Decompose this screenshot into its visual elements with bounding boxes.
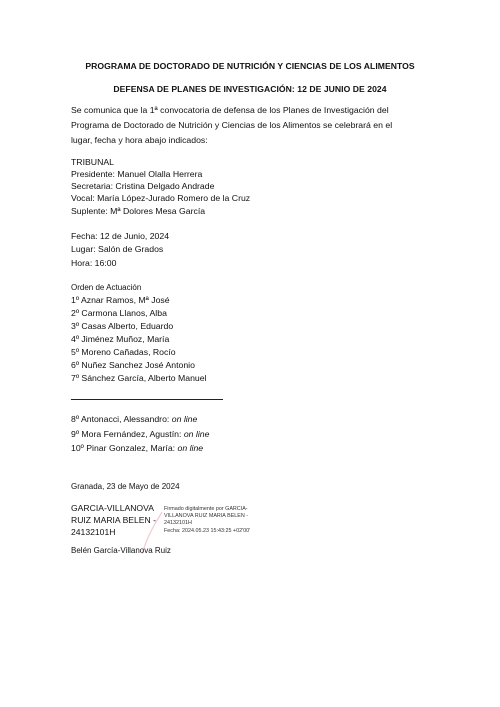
- online-candidate-item: [71, 443, 203, 453]
- online-label: on line: [183, 429, 210, 439]
- date-detail: Fecha: 12 de Junio, 2024: [71, 231, 170, 241]
- digital-signature-text: VILLANOVA RUIZ MARIA BELEN -: [164, 513, 249, 519]
- online-label: on line: [177, 443, 204, 453]
- intro-line: lugar, fecha y hora abajo indicados:: [71, 135, 208, 145]
- tribunal-member: Presidente: Manuel Olalla Herrera: [71, 169, 203, 179]
- intro-line: Programa de Doctorado de Nutrición y Ciencias de los Alimentos se celebrará en el: [71, 120, 393, 130]
- signer-block-line: RUIZ MARIA BELEN -: [71, 515, 156, 525]
- candidate-item: 1º Aznar Ramos, Mª José: [71, 295, 170, 305]
- separator-rule: [71, 399, 223, 400]
- candidate-name: 9º Mora Fernández, Agustín:: [71, 429, 182, 439]
- candidate-item: 4º Jiménez Muñoz, María: [71, 334, 170, 344]
- signer-block-line: 24132101H: [71, 527, 116, 537]
- online-candidate-item: [71, 414, 197, 424]
- candidate-name: 10º Pinar Gonzalez, María:: [71, 443, 176, 453]
- separator-underscore: __: [71, 390, 81, 400]
- signer-block-line: GARCIA-VILLANOVA: [71, 503, 154, 513]
- candidate-item: 7º Sánchez García, Alberto Manuel: [71, 373, 207, 383]
- candidate-item: 6º Nuñez Sanchez José Antonio: [71, 360, 195, 370]
- defense-date-title: DEFENSA DE PLANES DE INVESTIGACIÓN: 12 DE JUNIO DE 2024: [113, 84, 387, 94]
- candidate-item: 2º Carmona Llanos, Alba: [71, 308, 167, 318]
- candidate-item: 5º Moreno Cañadas, Rocío: [71, 347, 176, 357]
- signer-name: Belén García-Villanova Ruiz: [71, 546, 171, 555]
- digital-signature-text: Firmado digitalmente por GARCIA-: [164, 506, 248, 512]
- tribunal-member: Secretaria: Cristina Delgado Andrade: [71, 181, 215, 191]
- intro-line: Se comunica que la 1ª convocatoria de defensa de los Planes de Investigación del: [71, 105, 389, 115]
- time-detail: Hora: 16:00: [71, 258, 117, 268]
- tribunal-member: Suplente: Mª Dolores Mesa García: [71, 206, 206, 216]
- place-detail: Lugar: Salón de Grados: [71, 244, 164, 254]
- place-date-closing: Granada, 23 de Mayo de 2024: [71, 482, 180, 491]
- tribunal-heading: TRIBUNAL: [71, 157, 114, 167]
- order-heading: Orden de Actuación: [71, 283, 142, 292]
- online-candidate-item: [71, 429, 209, 439]
- digital-signature-date: Fecha: 2024.05.23 15:43:25 +02'00': [164, 528, 251, 534]
- candidate-item: 3º Casas Alberto, Eduardo: [71, 321, 174, 331]
- program-title: PROGRAMA DE DOCTORADO DE NUTRICIÓN Y CIENCIAS DE LOS ALIMENTOS: [85, 61, 415, 71]
- online-label: on line: [171, 414, 198, 424]
- digital-signature-text: 24132101H: [164, 520, 192, 526]
- tribunal-member: Vocal: María López-Jurado Romero de la Cruz: [71, 193, 251, 203]
- candidate-name: 8º Antonacci, Alessandro:: [71, 414, 170, 424]
